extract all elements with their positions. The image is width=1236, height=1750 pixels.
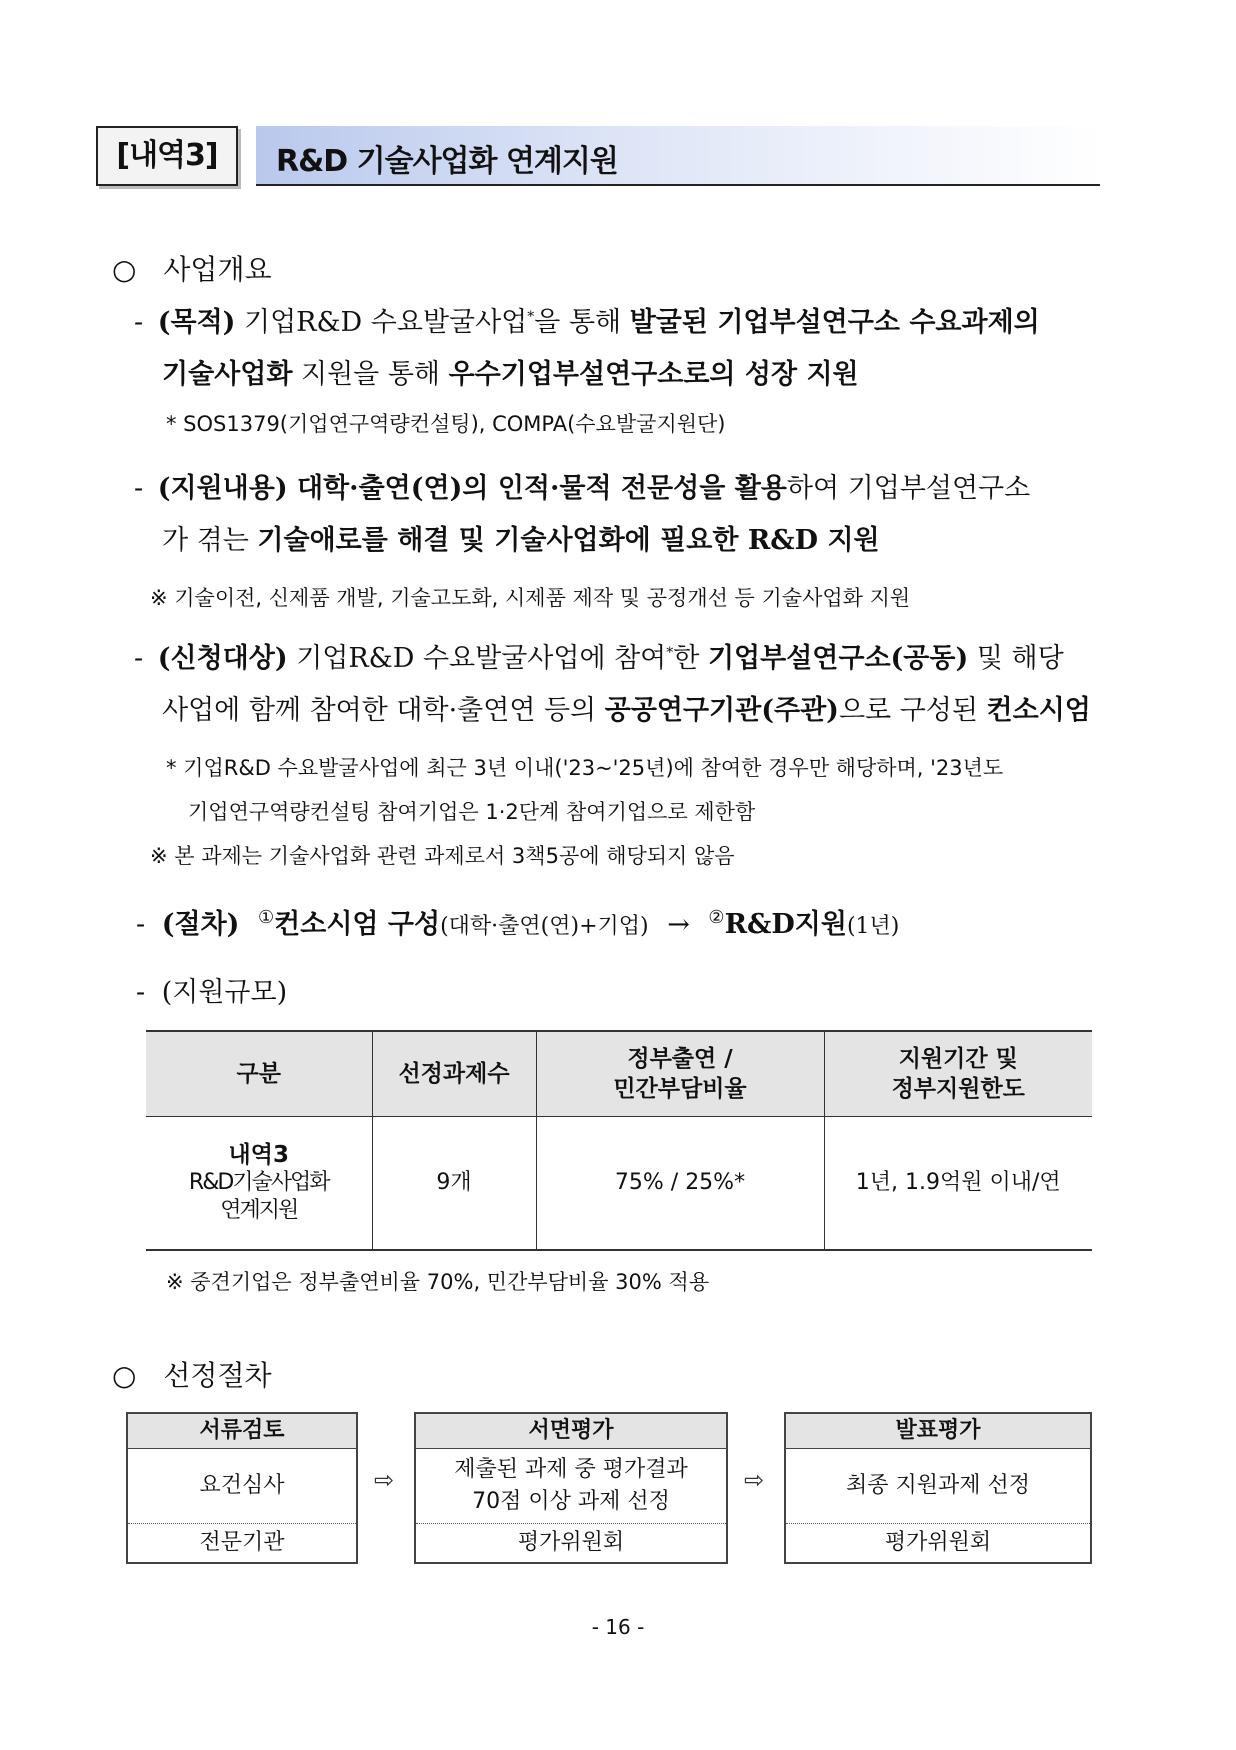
purpose-text-3: 지원을 통해 bbox=[292, 359, 449, 390]
header-category: 구분 bbox=[146, 1031, 372, 1117]
procedure-step-1: 컨소시엄 구성 bbox=[274, 909, 441, 940]
target-line-2 bbox=[162, 688, 1091, 727]
target-bold-2: 공공연구기관(주관) bbox=[604, 695, 839, 726]
content-bold-2: 기술애로를 해결 및 기술사업화에 필요한 R&D 지원 bbox=[257, 525, 880, 556]
procedure-arrow: → bbox=[667, 909, 690, 940]
content-text-1: 하여 기업부설연구소 bbox=[786, 473, 1031, 504]
header-period-line-1: 지원기간 및 bbox=[898, 1046, 1018, 1072]
selection-heading bbox=[112, 1354, 272, 1394]
cell-category bbox=[146, 1117, 372, 1251]
circle-bullet: ○ bbox=[112, 253, 137, 286]
procedure-line bbox=[136, 902, 899, 941]
step-owner: 전문기관 bbox=[199, 1530, 285, 1555]
header-ratio-line-1: 정부출연 / bbox=[627, 1046, 733, 1072]
support-scale-table bbox=[146, 1030, 1092, 1251]
target-bold-1: 기업부설연구소(공동) bbox=[707, 643, 969, 674]
dash-bullet: - bbox=[136, 909, 146, 940]
target-label: (신청대상) bbox=[157, 643, 288, 674]
header-period-line-2: 정부지원한도 bbox=[891, 1076, 1025, 1102]
overview-heading bbox=[112, 248, 272, 288]
step-desc-line: 최종 지원과제 선정 bbox=[845, 1473, 1030, 1498]
target-text-2: 한 bbox=[673, 643, 708, 674]
step-title: 서면평가 bbox=[416, 1414, 726, 1449]
target-line-1 bbox=[134, 636, 1064, 675]
procedure-step-1-detail: (대학·출연(연)+기업) bbox=[440, 914, 649, 939]
dash-bullet: - bbox=[136, 977, 146, 1008]
step-description bbox=[786, 1449, 1090, 1524]
procedure-step-2-detail: (1년) bbox=[846, 914, 900, 939]
step-arrow-icon: ⇨ bbox=[744, 1466, 765, 1494]
step-title: 발표평가 bbox=[786, 1414, 1090, 1449]
header-period bbox=[824, 1031, 1092, 1117]
step-desc-line-1: 제출된 과제 중 평가결과 bbox=[454, 1457, 688, 1482]
purpose-line-1 bbox=[134, 300, 1040, 339]
step-written-evaluation bbox=[414, 1412, 728, 1564]
step-one-marker: ① bbox=[258, 907, 275, 928]
page-number: - 16 - bbox=[591, 1615, 645, 1639]
purpose-note: * SOS1379(기업연구역량컨설팅), COMPA(수요발굴지원단) bbox=[166, 412, 726, 436]
cell-selected-count: 9개 bbox=[372, 1117, 536, 1251]
section-tag: [내역3] bbox=[96, 126, 238, 186]
scale-line bbox=[136, 970, 287, 1009]
target-text-1: 기업R&D 수요발굴사업에 참여 bbox=[287, 643, 667, 674]
content-bold-1: 대학·출연(연)의 인적·물적 전문성을 활용 bbox=[287, 473, 787, 504]
purpose-text-2: 을 통해 bbox=[534, 307, 630, 338]
cell-category-line-1: 내역3 bbox=[228, 1142, 289, 1168]
target-bold-3: 컨소시엄 bbox=[986, 695, 1091, 726]
header-ratio-line-2: 민간부담비율 bbox=[613, 1076, 747, 1102]
target-text-5: 으로 구성된 bbox=[838, 695, 987, 726]
procedure-step-2: R&D지원 bbox=[724, 909, 847, 940]
content-note: ※ 기술이전, 신제품 개발, 기술고도화, 시제품 제작 및 공정개선 등 기술사업화 지원 bbox=[150, 586, 911, 610]
table-row bbox=[146, 1117, 1092, 1251]
target-text-3: 및 해당 bbox=[968, 643, 1064, 674]
purpose-label: (목적) bbox=[157, 307, 236, 338]
circle-bullet: ○ bbox=[112, 1359, 137, 1392]
dash-bullet: - bbox=[134, 643, 144, 674]
purpose-bold-3: 우수기업부설연구소로의 성장 지원 bbox=[448, 359, 859, 390]
target-star: * bbox=[666, 645, 674, 661]
step-document-review bbox=[126, 1412, 358, 1564]
step-two-marker: ② bbox=[708, 907, 725, 928]
purpose-line-2 bbox=[162, 352, 859, 391]
cell-ratio: 75% / 25%* bbox=[536, 1117, 824, 1251]
content-label: (지원내용) bbox=[157, 473, 288, 504]
step-arrow-icon: ⇨ bbox=[374, 1466, 395, 1494]
target-text-4: 사업에 함께 참여한 대학·출연연 등의 bbox=[162, 695, 605, 726]
step-owner: 평가위원회 bbox=[517, 1530, 625, 1555]
dash-bullet: - bbox=[134, 307, 144, 338]
procedure-label: (절차) bbox=[161, 909, 240, 940]
cell-category-line-2: R&D기술사업화 bbox=[188, 1170, 329, 1195]
step-description bbox=[416, 1449, 726, 1524]
cell-category-line-3: 연계지원 bbox=[220, 1198, 298, 1223]
target-note-3: ※ 본 과제는 기술사업화 관련 과제로서 3책5공에 해당되지 않음 bbox=[150, 844, 735, 868]
step-owner: 평가위원회 bbox=[884, 1530, 992, 1555]
overview-heading-text: 사업개요 bbox=[163, 253, 272, 286]
step-desc-line-2: 70점 이상 과제 선정 bbox=[472, 1489, 670, 1514]
purpose-bold-2: 기술사업화 bbox=[162, 359, 293, 390]
scale-label: (지원규모) bbox=[161, 977, 288, 1008]
header-ratio bbox=[536, 1031, 824, 1117]
target-note-1: * 기업R&D 수요발굴사업에 최근 3년 이내('23~'25년)에 참여한 경우만 해당하며, '23년도 bbox=[166, 756, 1004, 780]
dash-bullet: - bbox=[134, 473, 144, 504]
section-title: R&D 기술사업화 연계지원 bbox=[276, 144, 618, 179]
purpose-star: * bbox=[527, 309, 535, 325]
purpose-bold-1: 발굴된 기업부설연구소 수요과제의 bbox=[629, 307, 1040, 338]
selection-heading-text: 선정절차 bbox=[163, 1359, 272, 1392]
cell-period: 1년, 1.9억원 이내/연 bbox=[824, 1117, 1092, 1251]
step-description bbox=[128, 1449, 356, 1524]
header-selected-count: 선정과제수 bbox=[372, 1031, 536, 1117]
step-presentation-evaluation bbox=[784, 1412, 1092, 1564]
content-line-2 bbox=[162, 518, 880, 557]
step-title: 서류검토 bbox=[128, 1414, 356, 1449]
purpose-text-1: 기업R&D 수요발굴사업 bbox=[235, 307, 528, 338]
table-header-row bbox=[146, 1031, 1092, 1117]
step-desc-line: 요건심사 bbox=[199, 1473, 285, 1498]
target-note-2: 기업연구역량컨설팅 참여기업은 1·2단계 참여기업으로 제한함 bbox=[188, 800, 756, 824]
table-note: ※ 중견기업은 정부출연비율 70%, 민간부담비율 30% 적용 bbox=[166, 1270, 710, 1294]
content-text-2: 가 겪는 bbox=[162, 525, 258, 556]
content-line-1 bbox=[134, 466, 1030, 505]
